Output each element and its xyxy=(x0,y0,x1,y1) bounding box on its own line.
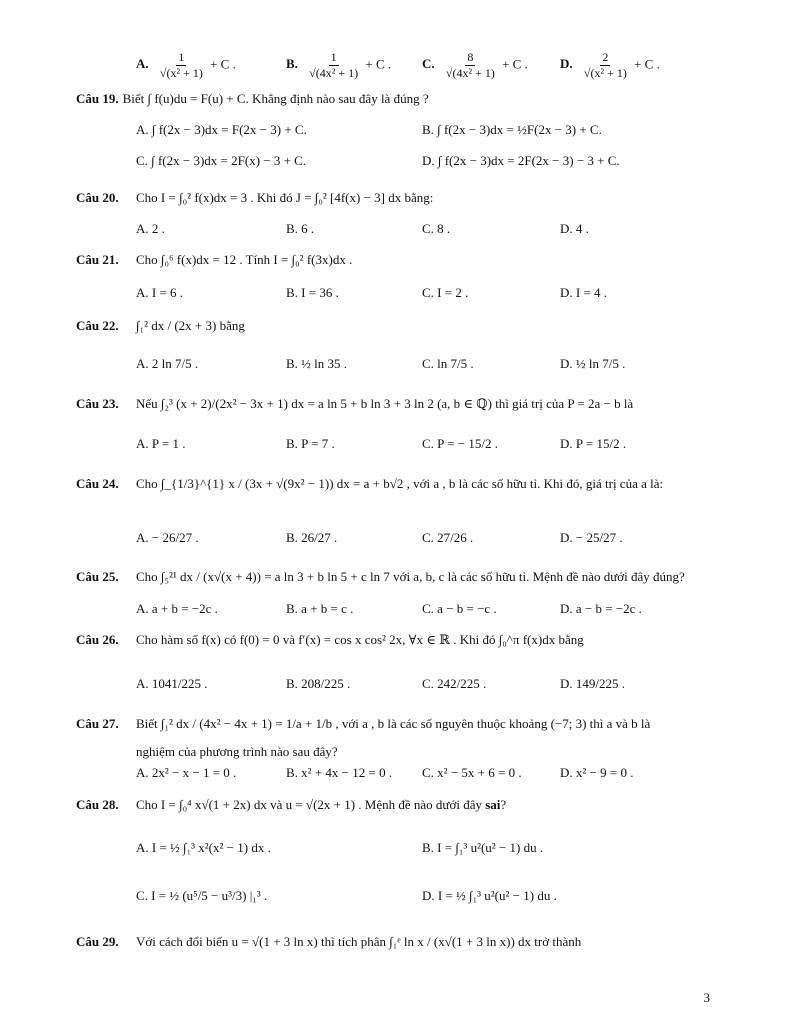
question-27-line-2: nghiệm của phương trình nào sau đây? xyxy=(136,744,338,759)
q22-option-c: C. ln 7/5 . xyxy=(422,356,474,371)
page-number: 3 xyxy=(703,990,710,1005)
q25-option-d: D. a − b = −2c . xyxy=(560,601,642,616)
q27-option-d: D. x² − 9 = 0 . xyxy=(560,765,634,780)
prev-option-c: C. $\frac{8}{\text{√(4x² + 1)}}$ + C . xyxy=(422,50,528,80)
q23-option-a: A. P = 1 . xyxy=(136,436,186,451)
q23-option-c: C. P = − 15/2 . xyxy=(422,436,498,451)
question-25: Câu 25. Cho ∫₅²¹ dx / (x√(x + 4)) = a ln 3 + b ln 5 + c ln 7 với a, b, c là các số hữu tỉ. Mệnh đề nào dưới đây đúng? xyxy=(76,569,685,584)
question-19: Câu 19. Biết ∫ f(u)du = F(u) + C. Khẳng định nào sau đây là đúng ? xyxy=(76,91,429,106)
question-20: Câu 20. Cho I = ∫₀² f(x)dx = 3 . Khi đó J = ∫₀² [4f(x) − 3] dx bằng: xyxy=(76,190,434,205)
q19-option-d: D. ∫ f(2x − 3)dx = 2F(2x − 3) − 3 + C. xyxy=(422,153,620,168)
question-28-emphasis: sai xyxy=(485,797,501,812)
q21-option-a: A. I = 6 . xyxy=(136,285,184,300)
q27-option-b: B. x² + 4x − 12 = 0 . xyxy=(286,765,393,780)
q22-option-d: D. ½ ln 7/5 . xyxy=(560,356,626,371)
q23-option-b: B. P = 7 . xyxy=(286,436,335,451)
q28-option-d: D. I = ½ ∫₁³ u²(u² − 1) du . xyxy=(422,888,557,903)
q23-option-d: D. P = 15/2 . xyxy=(560,436,627,451)
prev-option-d: D. $\frac{2}{\text{√(x² + 1)}}$ + C . xyxy=(560,50,660,80)
prev-option-b: B. $\frac{1}{\text{√(4x² + 1)}}$ + C . xyxy=(286,50,392,80)
q25-option-a: A. a + b = −2c . xyxy=(136,601,218,616)
q27-option-c: C. x² − 5x + 6 = 0 . xyxy=(422,765,522,780)
q19-option-c: C. ∫ f(2x − 3)dx = 2F(x) − 3 + C. xyxy=(136,153,307,168)
question-29: Câu 29. Với cách đổi biến u = √(1 + 3 ln x) thì tích phân ∫₁ᵉ ln x / (x√(1 + 3 ln x)) dx trở thành xyxy=(76,934,582,949)
q26-option-a: A. 1041/225 . xyxy=(136,676,208,691)
q20-option-a: A. 2 . xyxy=(136,221,165,236)
q26-option-c: C. 242/225 . xyxy=(422,676,487,691)
q27-option-a: A. 2x² − x − 1 = 0 . xyxy=(136,765,237,780)
q20-option-c: C. 8 . xyxy=(422,221,451,236)
q28-option-c: C. I = ½ (u⁵/5 − u³/3) |₁³ . xyxy=(136,888,268,903)
q20-option-d: D. 4 . xyxy=(560,221,589,236)
q28-option-b: B. I = ∫₁³ u²(u² − 1) du . xyxy=(422,840,544,855)
question-21: Câu 21. Cho ∫₀⁶ f(x)dx = 12 . Tính I = ∫₀² f(3x)dx . xyxy=(76,252,353,267)
q22-option-b: B. ½ ln 35 . xyxy=(286,356,348,371)
q21-option-b: B. I = 36 . xyxy=(286,285,339,300)
q21-option-d: D. I = 4 . xyxy=(560,285,608,300)
q20-option-b: B. 6 . xyxy=(286,221,315,236)
q28-option-a: A. I = ½ ∫₁³ x²(x² − 1) dx . xyxy=(136,840,271,855)
question-23: Câu 23. Nếu ∫₂³ (x + 2)/(2x² − 3x + 1) dx = a ln 5 + b ln 3 + 3 ln 2 (a, b ∈ ℚ) thì giá trị của P = 2a − b là xyxy=(76,396,634,411)
q25-option-c: C. a − b = −c . xyxy=(422,601,497,616)
prev-option-a: A. $\frac{1}{\text{√(x² + 1)}}$ + C . xyxy=(136,50,236,80)
q24-option-c: C. 27/26 . xyxy=(422,530,474,545)
q24-option-d: D. − 25/27 . xyxy=(560,530,623,545)
q24-option-b: B. 26/27 . xyxy=(286,530,338,545)
q26-option-d: D. 149/225 . xyxy=(560,676,625,691)
question-22: Câu 22. ∫₁² dx / (2x + 3) bằng xyxy=(76,318,245,333)
q22-option-a: A. 2 ln 7/5 . xyxy=(136,356,199,371)
question-28: Câu 28. Cho I = ∫₀⁴ x√(1 + 2x) dx và u = √(2x + 1) . Mệnh đề nào dưới đây sai? xyxy=(76,797,507,812)
q19-option-b: B. ∫ f(2x − 3)dx = ½F(2x − 3) + C. xyxy=(422,122,602,137)
q19-option-a: A. ∫ f(2x − 3)dx = F(2x − 3) + C. xyxy=(136,122,307,137)
q21-option-c: C. I = 2 . xyxy=(422,285,469,300)
q24-option-a: A. − 26/27 . xyxy=(136,530,199,545)
q25-option-b: B. a + b = c . xyxy=(286,601,354,616)
q26-option-b: B. 208/225 . xyxy=(286,676,351,691)
question-26: Câu 26. Cho hàm số f(x) có f(0) = 0 và f′(x) = cos x cos² 2x, ∀x ∈ ℝ . Khi đó ∫₀^π f(x)dx bằng xyxy=(76,632,584,647)
question-27: Câu 27. Biết ∫₁² dx / (4x² − 4x + 1) = 1/a + 1/b , với a , b là các số nguyên thuộc khoảng (−7; 3) thì a và b là xyxy=(76,716,651,731)
question-24: Câu 24. Cho ∫_{1/3}^{1} x / (3x + √(9x² − 1)) dx = a + b√2 , với a , b là các số hữu tỉ. Khi đó, giá trị của a là: xyxy=(76,476,664,491)
